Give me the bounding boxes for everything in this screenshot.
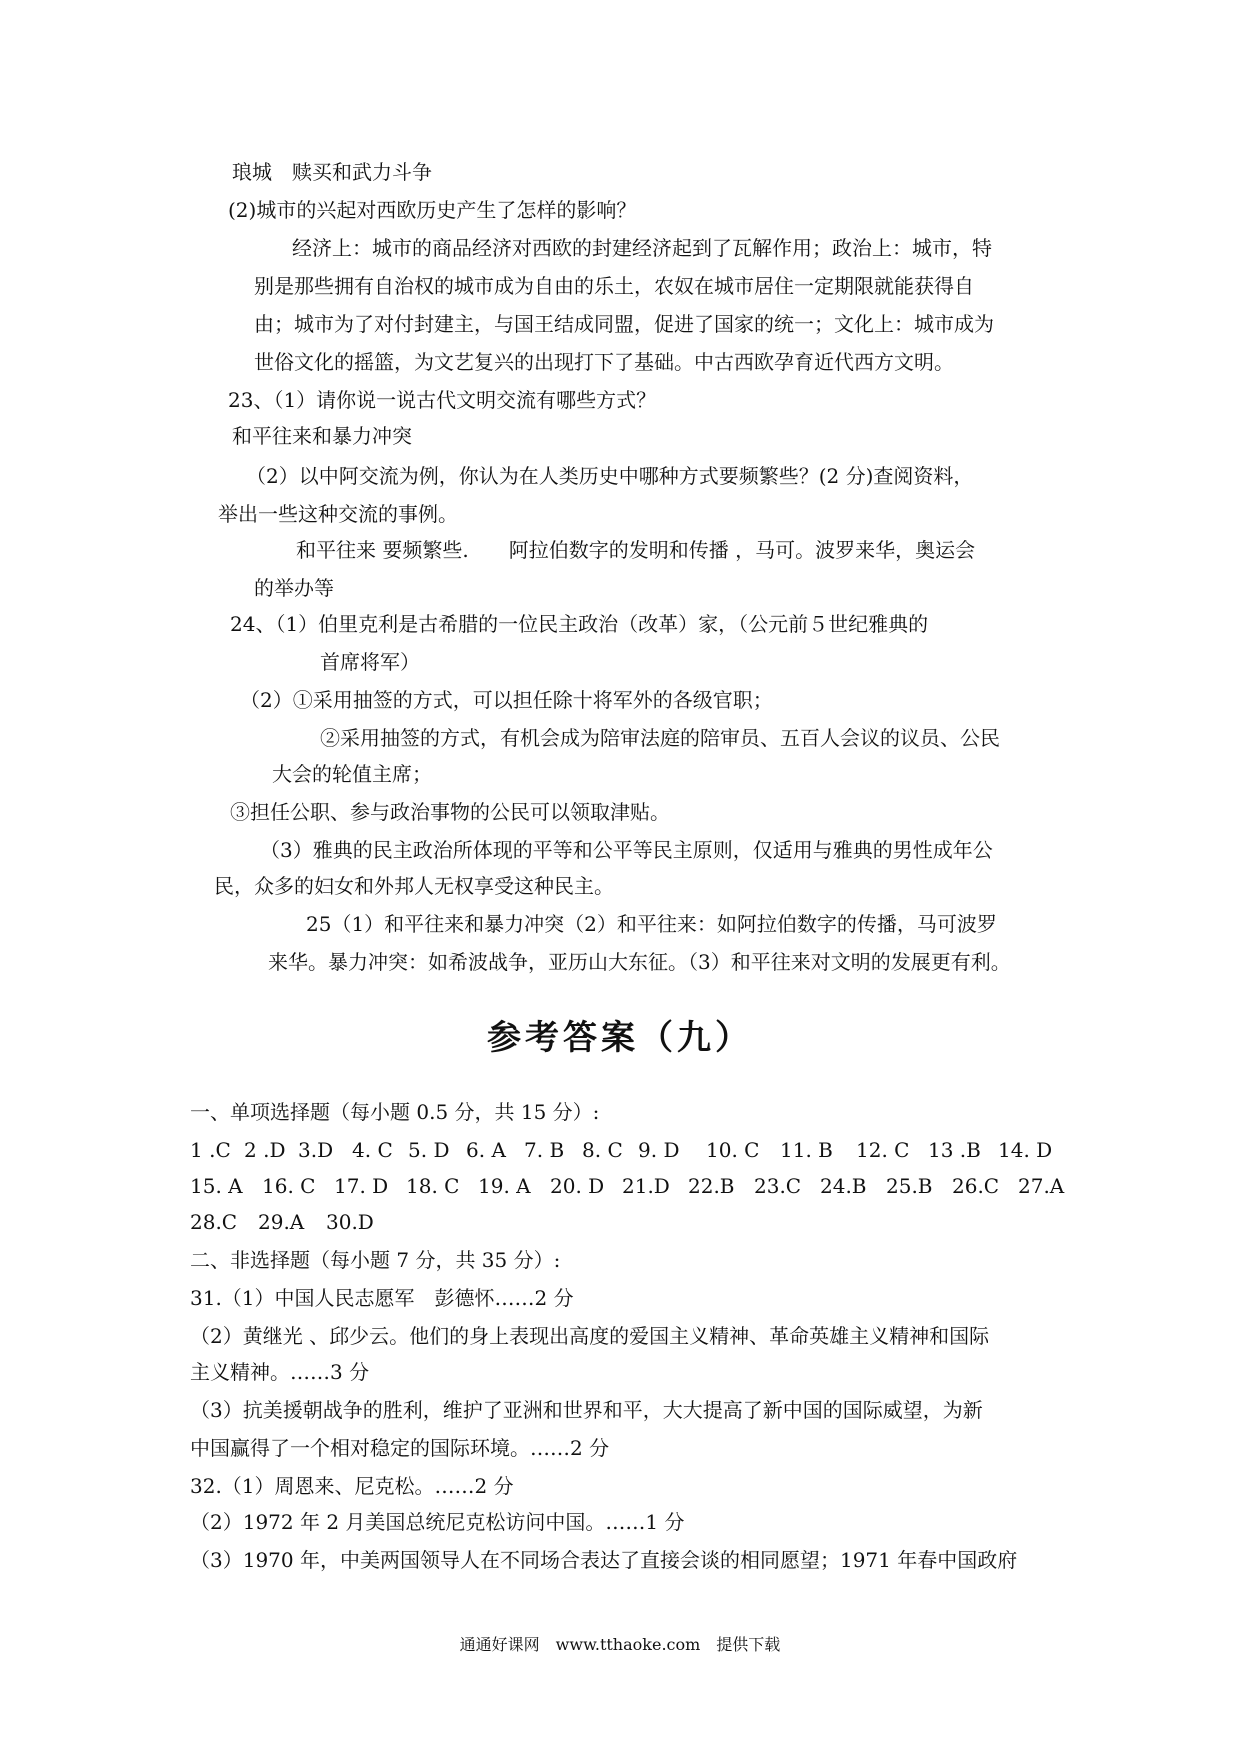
answer-item: 5. D bbox=[408, 1138, 450, 1162]
text-line: 经济上：城市的商品经济对西欧的封建经济起到了瓦解作用；政治上：城市，特 bbox=[292, 236, 992, 260]
answer-item: 21.D bbox=[622, 1174, 670, 1198]
answer-item: 15. A bbox=[190, 1174, 243, 1198]
answer-item: 2 .D bbox=[244, 1138, 286, 1162]
answer-item: 14. D bbox=[998, 1138, 1053, 1162]
text-line: （2）黄继光 、邱少云。他们的身上表现出高度的爱国主义精神、革命英雄主义精神和国际 bbox=[190, 1324, 990, 1348]
page-footer: 通通好课网 www.tthaoke.com 提供下载 bbox=[459, 1635, 781, 1654]
answer-item: 22.B bbox=[688, 1174, 735, 1198]
text-line: 的举办等 bbox=[254, 576, 334, 600]
text-line: ③担任公职、参与政治事物的公民可以领取津贴。 bbox=[230, 800, 670, 824]
text-line: 25（1）和平往来和暴力冲突（2）和平往来：如阿拉伯数字的传播，马可波罗 bbox=[306, 912, 997, 936]
text-line: 31.（1）中国人民志愿军 彭德怀……2 分 bbox=[190, 1286, 574, 1310]
text-line: （2）1972 年 2 月美国总统尼克松访问中国。……1 分 bbox=[190, 1510, 685, 1534]
part-two-heading: 二、非选择题（每小题 7 分，共 35 分）: bbox=[190, 1248, 561, 1272]
text-line: 来华。暴力冲突：如希波战争，亚历山大东征。（3）和平往来对文明的发展更有利。 bbox=[268, 950, 1011, 974]
text-line: 主义精神。……3 分 bbox=[190, 1360, 370, 1384]
text-line: 23、（1）请你说一说古代文明交流有哪些方式？ bbox=[228, 388, 657, 412]
text-line: 由；城市为了对付封建主，与国王结成同盟，促进了国家的统一；文化上：城市成为 bbox=[254, 312, 994, 336]
answer-item: 1 .C bbox=[190, 1138, 231, 1162]
answer-item: 30.D bbox=[326, 1210, 374, 1234]
answer-item: 16. C bbox=[262, 1174, 316, 1198]
answer-item: 26.C bbox=[952, 1174, 1000, 1198]
answer-item: 28.C bbox=[190, 1210, 238, 1234]
answer-item: 27.A bbox=[1018, 1174, 1065, 1198]
answer-item: 4. C bbox=[352, 1138, 393, 1162]
answer-item: 8. C bbox=[582, 1138, 623, 1162]
answer-item: 17. D bbox=[334, 1174, 389, 1198]
text-line: 首席将军） bbox=[320, 650, 420, 674]
text-line: （3）抗美援朝战争的胜利，维护了亚洲和世界和平，大大提高了新中国的国际威望，为新 bbox=[190, 1398, 983, 1422]
text-line: 中国赢得了一个相对稳定的国际环境。……2 分 bbox=[190, 1436, 610, 1460]
text-line: 民，众多的妇女和外邦人无权享受这种民主。 bbox=[214, 874, 614, 898]
answer-item: 24.B bbox=[820, 1174, 867, 1198]
answer-item: 10. C bbox=[706, 1138, 760, 1162]
answer-item: 23.C bbox=[754, 1174, 802, 1198]
answer-item: 29.A bbox=[258, 1210, 305, 1234]
text-line: 世俗文化的摇篮，为文艺复兴的出现打下了基础。中古西欧孕育近代西方文明。 bbox=[254, 350, 954, 374]
answer-item: 20. D bbox=[550, 1174, 605, 1198]
answer-item: 12. C bbox=[856, 1138, 910, 1162]
text-line: ②采用抽签的方式，有机会成为陪审法庭的陪审员、五百人会议的议员、公民 bbox=[320, 726, 1000, 750]
text-line: （2）①采用抽签的方式，可以担任除十将军外的各级官职； bbox=[240, 688, 773, 712]
answer-item: 3.D bbox=[298, 1138, 334, 1162]
answer-item: 7. B bbox=[524, 1138, 565, 1162]
text-line: 和平往来 要频繁些. 阿拉伯数字的发明和传播 ，马可。波罗来华，奥运会 bbox=[296, 538, 976, 562]
part-one-heading: 一、单项选择题（每小题 0.5 分，共 15 分）: bbox=[190, 1100, 600, 1124]
answer-item: 11. B bbox=[780, 1138, 833, 1162]
answer-item: 6. A bbox=[466, 1138, 506, 1162]
section-title: 参考答案（九） bbox=[487, 1018, 753, 1058]
text-line: 32.（1）周恩来、尼克松。……2 分 bbox=[190, 1474, 514, 1498]
text-line: （3）1970 年，中美两国领导人在不同场合表达了直接会谈的相同愿望；1971 年春中国政府 bbox=[190, 1548, 1018, 1572]
answer-item: 9. D bbox=[638, 1138, 680, 1162]
answer-item: 18. C bbox=[406, 1174, 460, 1198]
text-line: （2）以中阿交流为例，你认为在人类历史中哪种方式要频繁些？(2 分)查阅资料， bbox=[246, 464, 974, 488]
answer-item: 19. A bbox=[478, 1174, 531, 1198]
text-line: 24、（1）伯里克利是古希腊的一位民主政治（改革）家，（公元前５世纪雅典的 bbox=[230, 612, 929, 636]
text-line: 大会的轮值主席； bbox=[272, 762, 432, 786]
text-line: 琅城 赎买和武力斗争 bbox=[232, 160, 432, 184]
text-line: 举出一些这种交流的事例。 bbox=[218, 502, 458, 526]
text-line: 别是那些拥有自治权的城市成为自由的乐土，农奴在城市居住一定期限就能获得自 bbox=[254, 274, 974, 298]
answer-item: 25.B bbox=[886, 1174, 933, 1198]
text-line: （3）雅典的民主政治所体现的平等和公平等民主原则，仅适用与雅典的男性成年公 bbox=[260, 838, 993, 862]
answer-item: 13 .B bbox=[928, 1138, 981, 1162]
text-line: 和平往来和暴力冲突 bbox=[232, 424, 412, 448]
text-line: (2)城市的兴起对西欧历史产生了怎样的影响？ bbox=[228, 198, 637, 222]
